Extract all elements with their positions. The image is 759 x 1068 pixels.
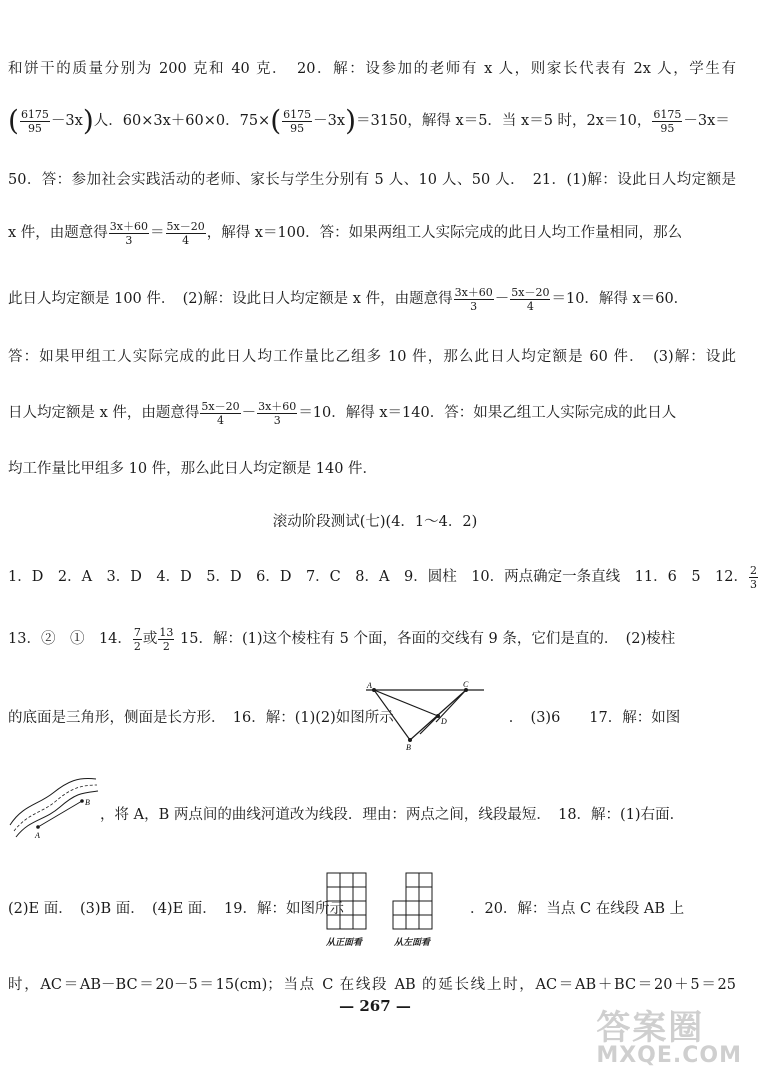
figure-19-front-view [326,872,368,932]
fraction-3x60-3: $\frac{3x+60}{3}$ [454,285,493,313]
fraction-5x20-4: $\frac{5x-20}{4}$ [201,399,240,427]
answer-line-7: 日人均定额是 x 件，由题意得 $\frac{5x-20}{4}$ － $\frac{3x+60}{3}$ ＝10．解得 x＝140．答：如果乙组工人实际完成的此日人 [8,399,677,427]
fraction-6175-95: $\frac{6175}{95}$ [653,107,682,135]
fraction-7-2: $\frac{7}{2}$ [133,625,141,653]
answer-line-9: 1．D 2．A 3．D 4．D 5．D 6．D 7．C 8．A 9．圆柱 10．两点确定一条直线 11．6 5 12． $\frac{2}{3}$ [8,563,757,591]
answer-line-6: 答：如果甲组工人实际完成的此日人均工作量比乙组多 10 件，那么此日人均定额是 60 件． (3)解：设此 [8,349,736,365]
answer-line-8: 均工作量比甲组多 10 件，那么此日人均定额是 140 件． [8,461,378,477]
caption-left-view: 从左面看 [394,938,431,948]
label-a: A [367,681,372,690]
watermark [596,1000,742,1068]
label-b: B [406,743,411,752]
fraction-2-3: $\frac{2}{3}$ [750,563,757,591]
watermark-site: MXQE.COM [596,1043,742,1068]
answer-line-14: 时，AC＝AB－BC＝20－5＝15(cm)；当点 C 在线段 AB 的延长线上时，AC＝AB＋BC＝20＋5＝25 [8,977,736,993]
fraction-6175-95: $\frac{6175}{95}$ [283,107,312,135]
answer-line-13: (2)E 面． (3)B 面． (4)E 面． 19．解：如图所示 ．20．解：当点 C 在线段 AB 上 [8,901,685,917]
section-title: 滚动阶段测试(七)(4．1～4．2) [272,514,478,530]
label-b: B [85,798,90,807]
answer-line-12: ，将 A，B 两点间的曲线河道改为线段．理由：两点之间，线段最短． 18．解：(1)右面． [100,807,685,823]
answer-line-10: 13．② ① 14． $\frac{7}{2}$ 或 $\frac{13}{2}$ 15．解：(1)这个棱柱有 5 个面，各面的交线有 9 条，它们是直的． (2)棱柱 [8,625,676,653]
answer-line-5: 此日人均定额是 100 件． (2)解：设此日人均定额是 x 件，由题意得 $\frac{3x+60}{3}$ － $\frac{5x-20}{4}$ ＝10．解得 x＝60． [8,285,689,313]
fraction-3x60-3: $\frac{3x+60}{3}$ [258,399,297,427]
figure-16-diagram [362,682,488,752]
figure-19-left-view [392,872,440,932]
caption-front-view: 从正面看 [326,938,363,948]
fraction-13-2: $\frac{13}{2}$ [159,625,174,653]
label-a: A [35,831,40,840]
fraction-6175-95: $\frac{6175}{95}$ [20,107,49,135]
answer-line-2: ( $\frac{6175}{95}$ －3x)人．60×3x＋60×0．75×( $\frac{6175}{95}$ －3x)＝3150，解得 x＝5．当 x＝5 时，2x＝10， $\frac{6175}{95}$ －3x＝ [8,104,730,137]
figure-17-river-diagram [8,775,100,847]
label-d: D [441,717,447,726]
watermark-text: 答案圈 [596,1008,705,1048]
answer-line-4: x 件，由题意得 $\frac{3x+60}{3}$ ＝ $\frac{5x-20}{4}$ ，解得 x＝100．答：如果两组工人实际完成的此日人均工作量相同，那么 [8,219,683,247]
fraction-5x20-4: $\frac{5x-20}{4}$ [166,219,205,247]
fraction-3x60-3: $\frac{3x+60}{3}$ [109,219,148,247]
fraction-5x20-4: $\frac{5x-20}{4}$ [511,285,550,313]
page-number: — 267 — [339,997,411,1015]
answer-line-3: 50．答：参加社会实践活动的老师、家长与学生分别有 5 人、10 人、50 人． 21．(1)解：设此日人均定额是 [8,172,736,188]
answer-line-1: 和饼干的质量分别为 200 克和 40 克． 20．解：设参加的老师有 x 人，则家长代表有 2x 人，学生有 [8,61,736,77]
label-c: C [463,680,469,689]
answer-line-11: 的底面是三角形，侧面是长方形． 16．解：(1)(2)如图所示 ． (3)6 17．解：如图 [8,710,681,726]
